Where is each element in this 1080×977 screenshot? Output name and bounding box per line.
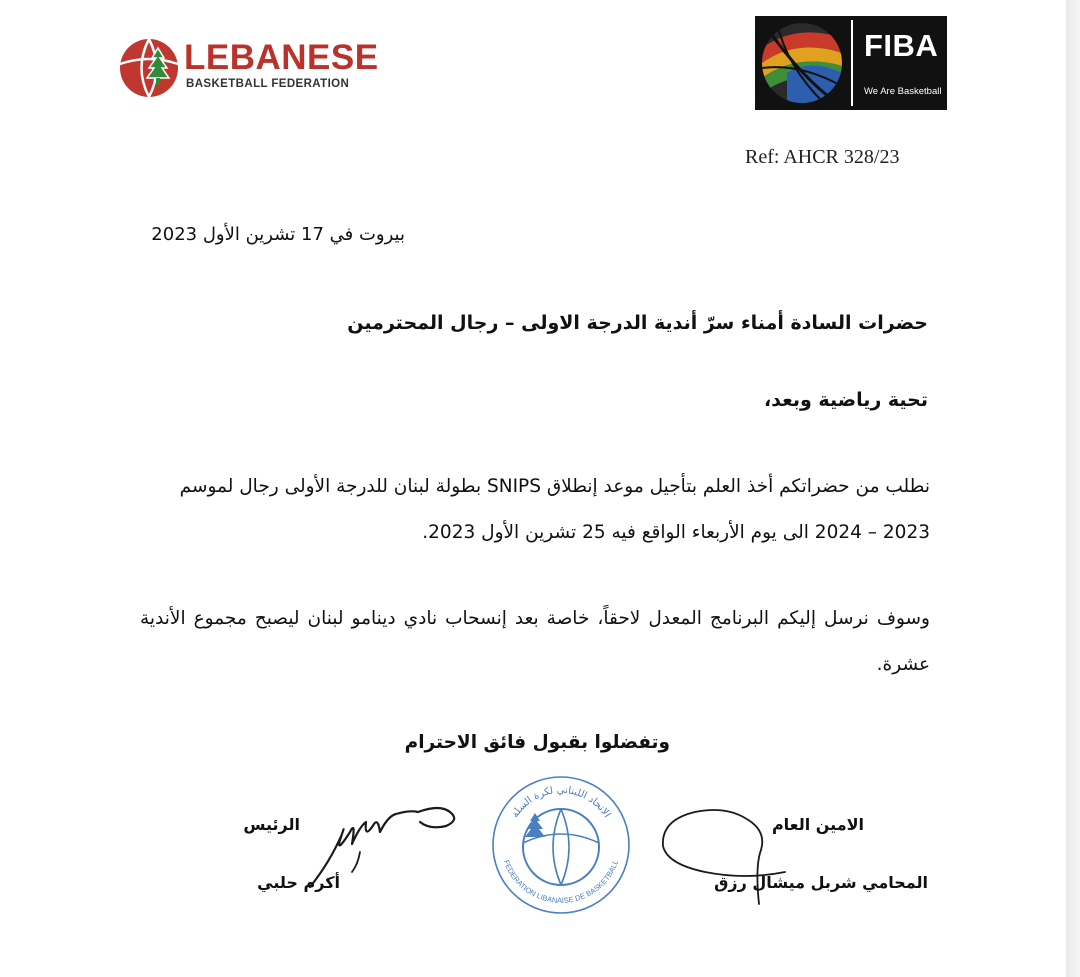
- basketball-cedar-icon: [118, 34, 180, 102]
- stamp-french-text: FEDERATION LIBANAISE DE BASKETBALL: [501, 858, 621, 906]
- stamp-arabic-text: الاتحاد اللبناني لكرة السلة: [509, 784, 613, 820]
- fiba-divider: [851, 20, 853, 106]
- federation-stamp: [487, 773, 635, 918]
- greeting: تحية رياضية وبعد،: [763, 389, 928, 411]
- secretary-general-signature: [655, 800, 790, 910]
- body-paragraph-2: وسوف نرسل إليكم البرنامج المعدل لاحقاً، خاصة بعد إنسحاب نادي دينامو لبنان ليصبح مجموع الأندية عشرة.: [140, 608, 930, 675]
- page-edge: [1066, 0, 1080, 977]
- secretary-general-name: المحامي شربل ميشال رزق: [714, 873, 928, 892]
- fiba-wordmark: FIBA: [864, 28, 939, 63]
- president-name: أكرم حلبي: [257, 873, 340, 892]
- body-paragraph-1: نطلب من حضراتكم أخذ العلم بتأجيل موعد إنطلاق SNIPS بطولة لبنان للدرجة الأولى رجال لموسم 2023 – 2024 الى يوم الأربعاء الواقع فيه 25 تشرين الأول 2023.: [179, 476, 930, 543]
- president-title: الرئيس: [243, 815, 300, 834]
- lbf-wordmark: LEBANESE: [184, 38, 379, 77]
- fiba-logo: [755, 16, 947, 110]
- fiba-ball-icon: [757, 18, 847, 108]
- lebanese-basketball-federation-logo: [118, 30, 379, 106]
- closing-line: وتفضلوا بقبول فائق الاحترام: [404, 732, 670, 753]
- secretary-general-title: الامين العام: [771, 815, 864, 834]
- fiba-tagline: We Are Basketball: [864, 86, 942, 97]
- reference-number: Ref: AHCR 328/23: [745, 146, 900, 168]
- addressee: حضرات السادة أمناء سرّ أندية الدرجة الاولى – رجال المحترمين: [347, 312, 928, 334]
- lbf-subtitle: BASKETBALL FEDERATION: [186, 78, 350, 90]
- letter-date: بيروت في 17 تشرين الأول 2023: [151, 224, 405, 245]
